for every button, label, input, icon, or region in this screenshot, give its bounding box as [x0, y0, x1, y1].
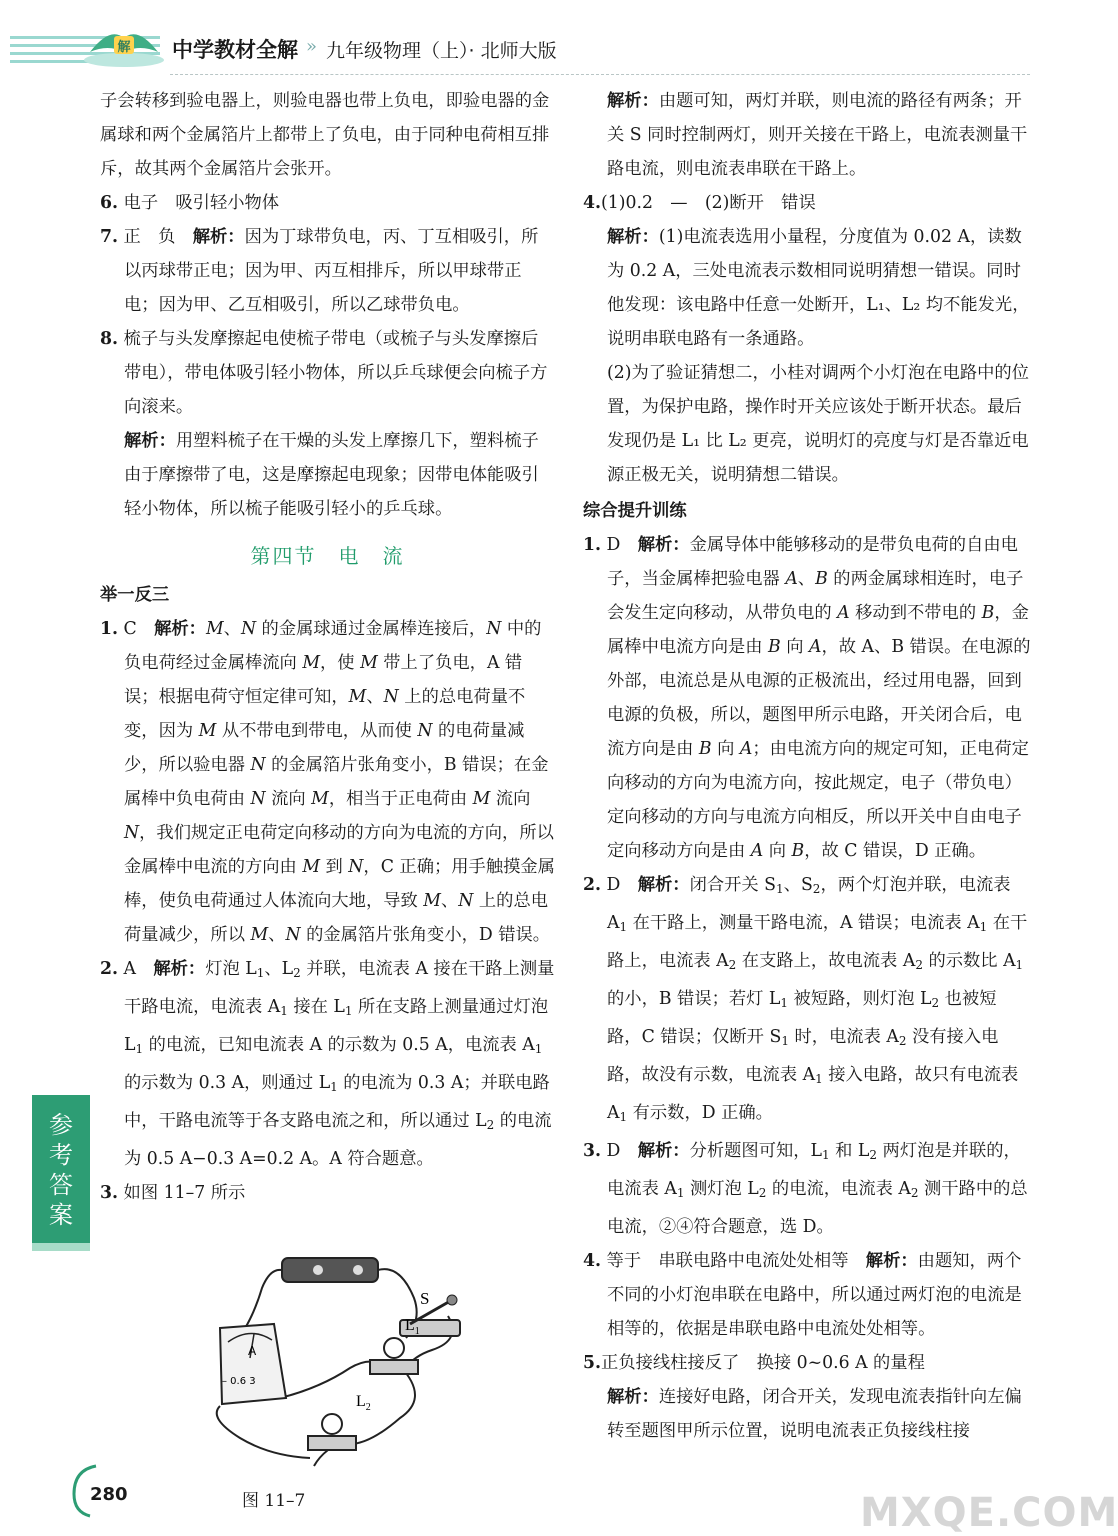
answer-number: 4.	[583, 193, 602, 213]
answer-text: 电子 吸引轻小物体	[123, 193, 280, 213]
analysis-label: 解析：	[154, 619, 206, 639]
answer-choice: D	[606, 875, 621, 895]
answer-8-analysis	[100, 424, 555, 526]
analysis-text: 因为丁球带负电，丙、丁互相吸引，所以丙球带正电；因为甲、丙互相排斥，所以甲球带正电；因为甲、乙互相吸引，所以乙球带负电。	[124, 227, 539, 315]
analysis-text: (1)电流表选用小量程，分度值为 0.02 A，读数为 0.2 A，三处电流表示数相同说明猜想一错误。同时他发现：该电路中任意一处断开，L₁、L₂ 均不能发光，说明串联电路有一条通路。	[607, 227, 1030, 349]
subsection-title: 综合提升训练	[583, 501, 687, 521]
svg-text:L2	[356, 1393, 371, 1413]
analysis-label: 解析：	[192, 227, 245, 247]
answer-choice: 正 负	[123, 227, 176, 247]
switch-label: S	[420, 1289, 430, 1308]
answer-z2: 2. D 解析：闭合开关 $S_1$、$S_2$，两个灯泡并联，电流表 $A_1$ 在干路上，测量干路电流，A 错误；电流表 $A_1$ 在干路上，电流表 $A_2$ 在支路上，故电流表 $A_2$ 的示数比 $A_1$ 的小，B 错误；若灯 $L_1$ 被短路，则灯泡 $L_2$ 也被短路，C 错误；仅断开 $S_1$ 时，电流表 $A_2$ 没有接入电路，故没有示数，电流表 $A_1$ 接入电路，故只有电流表 $A_1$ 有示数，D 正确。	[583, 875, 1028, 1124]
watermark: MXQE.COM	[860, 1490, 1118, 1536]
answer-number: 7.	[100, 227, 119, 247]
left-column	[100, 84, 555, 1210]
analysis-label: 解析：	[637, 1141, 690, 1161]
analysis-label: 解析：	[124, 431, 176, 451]
answer-choice: D	[606, 535, 621, 555]
circuit-figure	[200, 1248, 520, 1488]
answer-number: 8.	[100, 329, 119, 349]
battery-icon	[282, 1258, 378, 1282]
answer-text: 梳子与头发摩擦起电使梳子带电（或梳子与头发摩擦后带电），带电体吸引轻小物体，所以乒乓球便会向梳子方向滚来。	[123, 329, 548, 417]
answer-z5-analysis	[583, 1380, 1031, 1448]
answer-text: 如图 11–7 所示	[123, 1183, 246, 1203]
answer-number: 4.	[583, 1251, 602, 1271]
bulb-l2-label: L	[356, 1393, 366, 1410]
answer-choice: A	[123, 959, 137, 979]
answer-4	[583, 186, 1031, 220]
answer-number: 2.	[100, 959, 119, 979]
answer-z3: 3. D 解析：分析题图可知，$L_1$ 和 $L_2$ 两灯泡是并联的，电流表 $A_1$ 测灯泡 $L_2$ 的电流，电流表 $A_2$ 测干路中的总电流，②④符合题意，选 D。	[583, 1141, 1028, 1237]
analysis-label: 解析：	[637, 535, 690, 555]
bulb-l2-sub: 2	[365, 1402, 371, 1413]
page-number: 280	[90, 1484, 128, 1505]
answer-j2: 2. A 解析：灯泡 $L_1$、$L_2$ 并联，电流表 A 接在干路上测量干路电流，电流表 $A_1$ 接在 $L_1$ 所在支路上测量通过灯泡 $L_1$ 的电流，已知电流表 A 的示数为 0.5 A，电流表 $A_1$ 的示数为 0.3 A，则通过 $L_1$ 的电流为 0.3 A；并联电路中，干路电流等于各支路电流之和，所以通过 $L_2$ 的电流为 0.5 A−0.3 A=0.2 A。A 符合题意。	[100, 959, 555, 1169]
analysis-label: 解析：	[865, 1251, 918, 1271]
section-title: 第四节 电 流	[250, 544, 405, 568]
analysis-label: 解析：	[637, 875, 690, 895]
side-tab-label: 参考答案	[49, 1111, 73, 1229]
answer-z5	[583, 1346, 1031, 1380]
answer-text: (1)0.2 — (2)断开 错误	[601, 193, 816, 213]
book-title: 中学教材全解	[172, 38, 298, 62]
answer-choice: D	[606, 1141, 621, 1161]
answer-6	[100, 186, 555, 220]
answer-4-analysis-1	[583, 220, 1031, 356]
ammeter-label: A	[248, 1344, 257, 1358]
header-arrow-icon: »	[306, 36, 318, 57]
analysis-text: 连接好电路，闭合开关，发现电流表指针向左偏转至题图甲所示位置，说明电流表正负接线柱接	[607, 1387, 1022, 1441]
book-logo-icon	[80, 22, 168, 68]
answer-j1: 1. C 解析：M、N 的金属球通过金属棒连接后，N 中的负电荷经过金属棒流向 M，使 M 带上了负电，A 错误；根据电荷守恒定律可知，M、N 上的总电荷量不变，因为 M 从不带电到带电，从而使 N 的电荷量减少，所以验电器 N 的金属箔片张角变小，B 错误；在金属棒中负电荷由 N 流向 M，相当于正电荷由 M 流向 N，我们规定正电荷定向移动的方向为电流的方向，所以金属棒中电流的方向由 M 到 N，C 正确；用手触摸金属棒，使负电荷通过人体流向大地，导致 M、N 上的总电荷量减少，所以 M、N 的金属箔片张角变小，D 错误。	[100, 619, 555, 945]
analysis-label: 解析：	[607, 91, 659, 111]
bulb-l1-label: L	[405, 1317, 415, 1334]
answer-number: 3.	[583, 1141, 602, 1161]
book-subtitle: 九年级物理（上）· 北师大版	[326, 40, 557, 62]
side-tab-shadow	[32, 1243, 90, 1251]
analysis-label: 解析：	[607, 227, 659, 247]
continued-analysis	[583, 84, 1031, 186]
answer-7	[100, 220, 555, 322]
answer-number: 5.	[583, 1353, 602, 1373]
svg-text:解: 解	[117, 40, 131, 55]
page-header	[0, 0, 1045, 80]
header-divider	[170, 74, 1030, 75]
answer-text: 等于 串联电路中电流处处相等	[606, 1251, 849, 1271]
answer-8	[100, 322, 555, 424]
answer-number: 2.	[583, 875, 602, 895]
bulb-l2-icon	[308, 1414, 356, 1450]
continued-paragraph: 子会转移到验电器上，则验电器也带上负电，即验电器的金属球和两个金属箔片上都带上了负电，由于同种电荷相互排斥，故其两个金属箔片会张开。	[100, 91, 550, 179]
answer-z1: 1. D 解析：金属导体中能够移动的是带负电荷的自由电子，当金属棒把验电器 A、B 的两金属球相连时，电子会发生定向移动，从带负电的 A 移动到不带电的 B，金属棒中电流方向是由 B 向 A，故 A、B 错误。在电源的外部，电流总是从电源的正极流出，经过用电器，回到电源的负极，所以，题图甲所示电路，开关闭合后，电流方向是由 B 向 A；由电流方向的规定可知，正电荷定向移动的方向为电流方向，按此规定，电子（带负电）定向移动的方向与电流方向相反，所以开关中自由电子定向移动方向是由 A 向 B，故 C 错误，D 正确。	[583, 535, 1031, 861]
answer-number: 1.	[100, 619, 119, 639]
ammeter-scale: – 0.6 3	[222, 1376, 256, 1387]
answer-number: 3.	[100, 1183, 119, 1203]
answer-z4	[583, 1244, 1031, 1346]
analysis-label: 解析：	[153, 959, 206, 979]
analysis-text: 由题可知，两灯并联，则电流的路径有两条；开关 S 同时控制两灯，则开关接在干路上，电流表测量干路电流，则电流表串联在干路上。	[607, 91, 1028, 179]
right-column	[583, 84, 1031, 1448]
figure-caption: 图 11–7	[242, 1491, 306, 1511]
bulb-l1-sub: 1	[414, 1326, 420, 1337]
answer-number: 1.	[583, 535, 602, 555]
bulb-l1-icon	[370, 1338, 418, 1374]
subsection-title: 举一反三	[100, 585, 170, 605]
ammeter-icon	[220, 1324, 286, 1404]
analysis-text: 用塑料梳子在干燥的头发上摩擦几下，塑料梳子由于摩擦带了电，这是摩擦起电现象；因带电体能吸引轻小物体，所以梳子能吸引轻小的乒乓球。	[124, 431, 539, 519]
answer-choice: C	[123, 619, 137, 639]
analysis-text: 由题知，两个不同的小灯泡串联在电路中，所以通过两灯泡的电流是相等的，依据是串联电路中电流处处相等。	[607, 1251, 1022, 1339]
answer-4-analysis-2: (2)为了验证猜想二，小桂对调两个小灯泡在电路中的位置，为保护电路，操作时开关应该处于断开状态。最后发现仍是 L₁ 比 L₂ 更亮，说明灯的亮度与灯是否靠近电源正极无关，说明猜想二错误。	[607, 363, 1029, 485]
answer-number: 6.	[100, 193, 119, 213]
analysis-label: 解析：	[607, 1387, 659, 1407]
answer-text: 正负接线柱接反了 换接 0~0.6 A 的量程	[601, 1353, 925, 1373]
answer-j3	[100, 1176, 555, 1210]
